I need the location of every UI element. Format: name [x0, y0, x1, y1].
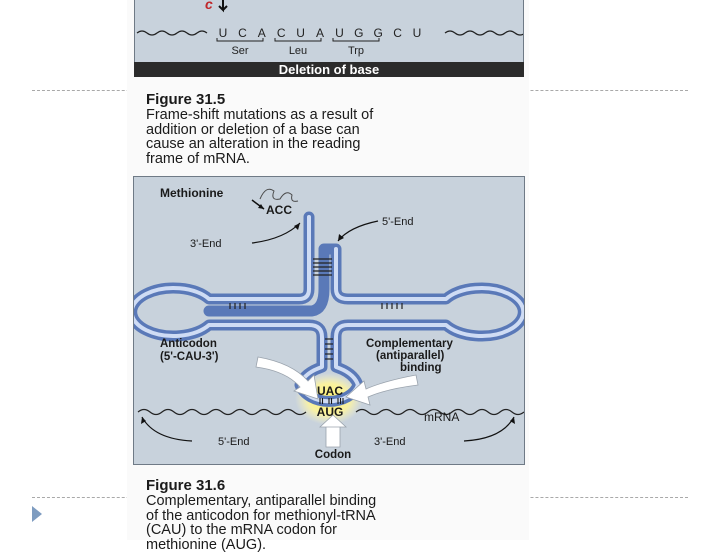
complementary-label: Complementary [366, 338, 453, 350]
uac-label: UAC [317, 384, 343, 398]
codon-letter: G [354, 26, 364, 40]
figure-31-6-panel [133, 176, 525, 465]
codon-letter: C [276, 26, 286, 40]
three-prime-end-bottom-label: 3'-End [374, 436, 406, 448]
codon-letter: U [218, 26, 228, 40]
three-prime-top-arrow [252, 223, 300, 243]
mrna-left-strand [138, 410, 306, 415]
mrna-right-wave [445, 31, 523, 35]
antiparallel-label: (antiparallel) [376, 350, 445, 362]
deleted-base-marker: c [205, 0, 213, 12]
binding-label: binding [400, 362, 442, 374]
codon-letter: U [296, 26, 305, 40]
codon-letter: A [315, 26, 325, 40]
figure-31-6-title: Figure 31.6 [146, 477, 226, 494]
figure-31-5-caption-line-3: cause an alteration in the reading [146, 136, 361, 152]
figure-31-6-caption-line-2: of the anticodon for methionyl-tRNA [146, 507, 376, 524]
anticodon-label: Anticodon [160, 338, 217, 350]
figure-31-5-caption-line-1: Frame-shift mutations as a result of [146, 107, 374, 123]
figure-31-5-caption-line-2: addition or deletion of a base can [146, 121, 360, 138]
codon-letter: U [412, 26, 422, 40]
figure-31-5-caption [146, 92, 526, 166]
anticodon-sequence-label: (5'-CAU-3') [160, 351, 219, 363]
amino-acid-2: Leu [288, 45, 308, 57]
slide-bullet-icon [32, 506, 42, 522]
figure-31-6-caption [146, 478, 530, 552]
codon-letter: A [257, 26, 266, 40]
codon-letter: C [393, 26, 402, 40]
methionine-label: Methionine [160, 186, 224, 200]
three-prime-bottom-arrow [464, 417, 514, 441]
amino-acid-1: Ser [231, 45, 249, 57]
figure-31-5-panel [134, 0, 524, 63]
figure-31-5-caption-line-4: frame of mRNA. [146, 150, 250, 167]
five-prime-end-top-label: 5'-End [382, 216, 414, 228]
aug-label: AUG [316, 405, 344, 419]
codon-sequence [219, 26, 422, 40]
amino-acid-3: Trp [347, 45, 365, 57]
codon-letter: G [373, 26, 383, 40]
methionine-side-chain-sketch [260, 189, 298, 201]
three-prime-end-top-label: 3'-End [190, 238, 222, 250]
acc-label: ACC [266, 203, 292, 217]
codon-letter: U [335, 26, 344, 40]
mrna-label: mRNA [424, 410, 460, 424]
deletion-arrow [219, 0, 227, 10]
figure-31-5-title: Figure 31.5 [146, 91, 226, 108]
codon-label: Codon [314, 449, 352, 461]
figure-31-6-caption-line-4: methionine (AUG). [146, 536, 267, 553]
three-prime-top-arrowhead [294, 223, 300, 230]
trna-diagram [134, 177, 524, 464]
figure-31-6-caption-line-3: (CAU) to the mRNA codon for [146, 522, 337, 538]
five-prime-end-bottom-label: 5'-End [218, 436, 250, 448]
figure-31-5-drawing [135, 0, 523, 62]
codon-letter: C [238, 26, 247, 40]
figure-31-6-caption-line-1: Complementary, antiparallel binding [146, 493, 377, 509]
mrna-left-wave [137, 31, 207, 35]
five-prime-bottom-arrow [142, 417, 192, 441]
deletion-of-base-label: Deletion of base [134, 62, 524, 77]
